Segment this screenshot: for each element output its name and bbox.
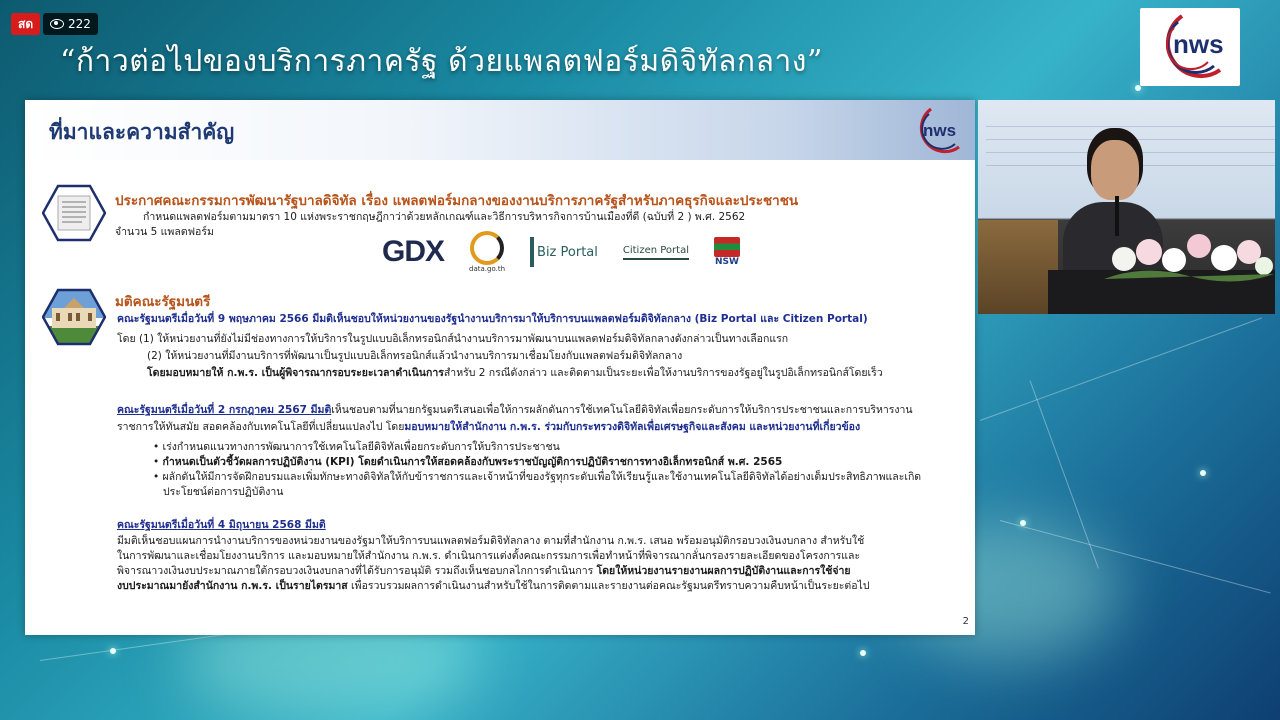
resolution-2567-bullet-continued: ประโยชน์ต่อการปฏิบัติงาน <box>163 486 284 498</box>
network-node <box>1020 520 1026 526</box>
data-ring-icon <box>470 231 504 265</box>
announcement-heading: ประกาศคณะกรรมการพัฒนารัฐบาลดิจิทัล เรื่อง แพลตฟอร์มกลางของงานบริการภาครัฐสำหรับภาคธุรกิจและประชาชน <box>115 193 799 209</box>
nsw-label: NSW <box>715 257 739 267</box>
event-headline: “ก้าวต่อไปของบริการภาครัฐ ด้วยแพลตฟอร์มดิจิทัลกลาง” <box>60 44 823 79</box>
data-go-th-logo <box>469 231 505 273</box>
resolution-2567-bullet: • ผลักดันให้มีการจัดฝึกอบรมและเพิ่มทักษะทางดิจิทัลให้กับข้าราชการและเจ้าหน้าที่ของรัฐทุกระดับเพื่อให้เรียนรู้และใช้งานเทคโนโลยีดิจิทัลได้อย่างเต็มประสิทธิภาพและเกิด <box>153 471 922 483</box>
citizen-portal-logo: Citizen Portal <box>623 245 689 260</box>
slide-title: ที่มาและความสำคัญ <box>49 120 235 144</box>
assignment-rest: สำหรับ 2 กรณีดังกล่าว และติดตามเป็นระยะเพื่อให้งานบริการของรัฐอยู่ในรูปอิเล็กทรอนิกส์โดยเร็ว <box>443 367 883 379</box>
opdc-logo <box>1140 8 1240 86</box>
data-go-th-label: data.go.th <box>469 265 506 273</box>
eye-icon <box>50 19 64 29</box>
flower-arrangement <box>1104 224 1274 284</box>
resolution-2567-title <box>117 403 913 418</box>
presenter-video <box>978 100 1275 314</box>
svg-text:nws: nws <box>923 121 957 140</box>
viewer-count-badge <box>43 13 98 35</box>
opdc-logo-mark <box>1140 8 1240 86</box>
bullet-text: เร่งกำหนดแนวทางการพัฒนาการใช้เทคโนโลยีดิจิทัลเพื่อยกระดับการให้บริการประชาชน <box>162 441 560 453</box>
presentation-slide <box>25 100 975 635</box>
network-line <box>980 317 1262 421</box>
biz-portal-logo <box>530 237 598 267</box>
government-house-emblem <box>42 288 106 346</box>
presenter-head <box>1091 140 1139 200</box>
biz-portal-label: Biz Portal <box>537 244 598 260</box>
resolution-2568-bold: งบประมาณมายังสำนักงาน ก.พ.ร. เป็นรายไตรมาส <box>117 580 348 592</box>
resolution-2566-assignment <box>147 366 883 381</box>
resolution-2568-title: คณะรัฐมนตรีเมื่อวันที่ 4 มิถุนายน 2568 มีมติ <box>117 519 326 531</box>
resolution-2568-line: มีมติเห็นชอบแผนการนำงานบริการของหน่วยงานของรัฐมาให้บริการบนแพลตฟอร์มดิจิทัลกลาง ตามที่สำนักงาน ก.พ.ร. เสนอ พร้อมอนุมัติกรอบวงเงินงบกลาง สำหรับใช้ <box>117 535 865 547</box>
platform-logos <box>382 231 740 273</box>
nsw-flag-icon <box>714 237 740 257</box>
resolution-2568-rest: เพื่อรวบรวมผลการดำเนินงานสำหรับใช้ในการติดตามและรายงานต่อคณะรัฐมนตรีทราบความคืบหน้าเป็นระยะต่อไป <box>347 580 870 592</box>
resolution-2568-line: ในการพัฒนาและเชื่อมโยงงานบริการ และมอบหมายให้สำนักงาน ก.พ.ร. ดำเนินการแต่งตั้งคณะกรรมการเพื่อทำหน้าที่พิจารณากลั่นกรองรายละเอียดของโครงการและ <box>117 550 861 562</box>
resolution-2567-desc: เห็นชอบตามที่นายกรัฐมนตรีเสนอเพื่อให้การผลักดันการใช้เทคโนโลยีดิจิทัลเพื่อยกระดับการให้บริการประชาชนและการบริหารงาน <box>331 404 913 416</box>
network-node <box>860 650 866 656</box>
svg-text:nws: nws <box>1173 29 1224 59</box>
resolution-2567-assignment: มอบหมายให้สำนักงาน ก.พ.ร. ร่วมกับกระทรวงดิจิทัลเพื่อเศรษฐกิจและสังคม และหน่วยงานที่เกี่ยวข้อง <box>404 421 861 433</box>
resolution-2567-bullet: • กำหนดเป็นตัวชี้วัดผลการปฏิบัติงาน (KPI) โดยดำเนินการให้สอดคล้องกับพระราชบัญญัติการปฏิบัติราชการทางอิเล็กทรอนิกส์ พ.ศ. 2565 <box>153 456 783 468</box>
platform-count: จำนวน 5 แพลตฟอร์ม <box>115 226 214 238</box>
slide-page-number: 2 <box>962 616 969 627</box>
resolution-2568-line <box>117 579 870 594</box>
resolution-2567-date: คณะรัฐมนตรีเมื่อวันที่ 2 กรกฎาคม 2567 มีมติ <box>117 404 332 416</box>
announcement-line: กำหนดแพลตฟอร์มตามมาตรา 10 แห่งพระราชกฤษฎีกาว่าด้วยหลักเกณฑ์และวิธีการบริหารกิจการบ้านเมืองที่ดี (ฉบับที่ 2 ) พ.ศ. 2562 <box>143 211 746 223</box>
network-node <box>110 648 116 654</box>
bullet-text: กำหนดเป็นตัวชี้วัดผลการปฏิบัติงาน (KPI) โดยดำเนินการให้สอดคล้องกับพระราชบัญญัติการปฏิบัติราชการทางอิเล็กทรอนิกส์ พ.ศ. 2565 <box>162 456 783 468</box>
assignment-bold: โดยมอบหมายให้ ก.พ.ร. เป็นผู้พิจารณากรอบระยะเวลาดำเนินการ <box>147 367 444 379</box>
cabinet-resolution-heading: มติคณะรัฐมนตรี <box>115 294 211 310</box>
bullet-text: ผลักดันให้มีการจัดฝึกอบรมและเพิ่มทักษะทางดิจิทัลให้กับข้าราชการและเจ้าหน้าที่ของรัฐทุกระดับเพื่อให้เรียนรู้และใช้งานเทคโนโลยีดิจิทัลได้อย่างเต็มประสิทธิภาพและเกิด <box>162 471 922 483</box>
live-badge: สด <box>11 13 40 35</box>
nsw-logo <box>714 237 740 267</box>
opdc-logo <box>905 105 969 157</box>
resolution-2567-line <box>117 420 860 435</box>
resolution-2566-item: โดย (1) ให้หน่วยงานที่ยังไม่มีช่องทางการให้บริการในรูปแบบอิเล็กทรอนิกส์นำงานบริการมาพัฒนาบนแพลตฟอร์มดิจิทัลกลางดังกล่าวเป็นทางเลือกแรก <box>117 333 789 345</box>
document-emblem <box>42 184 106 242</box>
wood-wall <box>978 220 1058 314</box>
slide-header <box>25 100 975 160</box>
resolution-2568-plain: พิจารณาวงเงินงบประมาณภายใต้กรอบวงเงินงบกลางที่ได้รับการอนุมัติ รวมถึงเห็นชอบกลไกการดำเนินการ <box>117 565 597 577</box>
viewer-count: 222 <box>68 17 91 31</box>
resolution-2567-bullet: • เร่งกำหนดแนวทางการพัฒนาการใช้เทคโนโลยีดิจิทัลเพื่อยกระดับการให้บริการประชาชน <box>153 441 560 453</box>
resolution-2568-bold: โดยให้หน่วยงานรายงานผลการปฏิบัติงานและการใช้จ่าย <box>596 565 851 577</box>
network-node <box>1200 470 1206 476</box>
gdx-logo: GDX <box>382 235 445 268</box>
resolution-2566-item: (2) ให้หน่วยงานที่มีงานบริการที่พัฒนาเป็นรูปแบบอิเล็กทรอนิกส์แล้วนำงานบริการมาเชื่อมโยงกับแพลตฟอร์มดิจิทัลกลาง <box>147 350 683 362</box>
resolution-2567-plain: ราชการให้ทันสมัย สอดคล้องกับเทคโนโลยีที่เปลี่ยนแปลงไป โดย <box>117 421 405 433</box>
biz-portal-bar-icon <box>530 237 534 267</box>
resolution-2566-title: คณะรัฐมนตรีเมื่อวันที่ 9 พฤษภาคม 2566 มีมติเห็นชอบให้หน่วยงานของรัฐนำงานบริการมาให้บริการบนแพลตฟอร์มดิจิทัลกลาง (Biz Portal และ Citizen Portal) <box>117 313 868 325</box>
resolution-2568-line <box>117 564 870 579</box>
